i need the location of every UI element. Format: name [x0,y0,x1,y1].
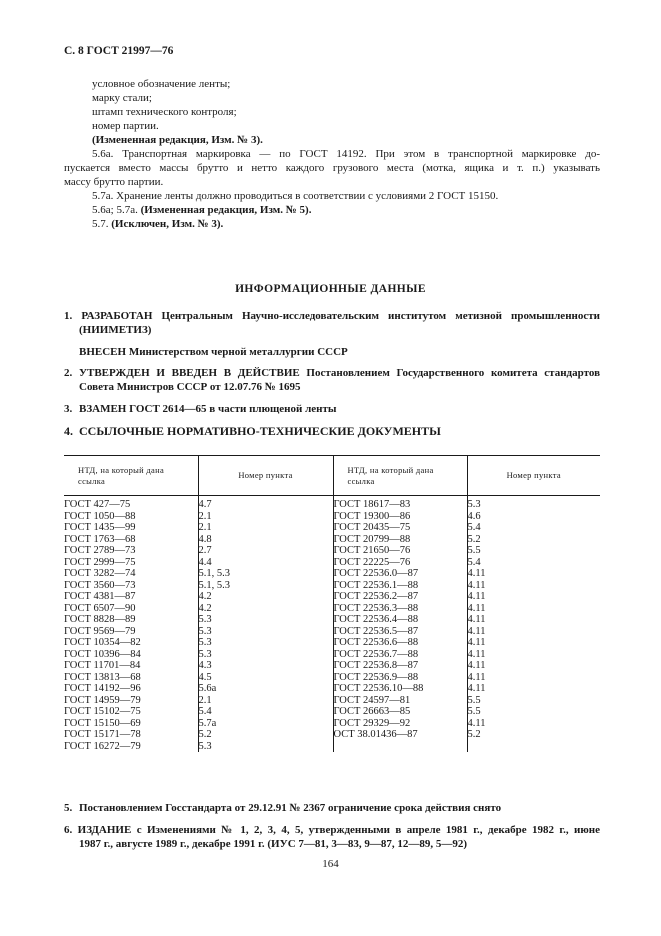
clause-cell: 4.11 [467,591,600,603]
header-line: ссылка [347,475,375,486]
table-row [64,603,600,615]
clause-5-6a-line: массу брутто партии. [64,176,164,188]
ntd-cell: ГОСТ 3560—73 [64,579,136,591]
page-number: 164 [322,858,339,870]
clause-cell: 5.2 [198,729,333,741]
item-text: ИЗДАНИЕ с Изменениями № 1, 2, 3, 4, 5, утвержденными в апреле 1981 г., декабре 1982 г., июне [77,824,600,836]
clause-cell: 4.6 [467,511,600,523]
info-item-6-cont: 1987 г., августе 1989 г., декабре 1991 г. (ИУС 7—81, 3—83, 9—87, 12—89, 5—92) [79,838,468,850]
ntd-cell: ГОСТ 22536.6—88 [333,637,467,649]
clause-cell: 4.3 [198,660,333,672]
item-text: ВЗАМЕН ГОСТ 2614—65 в части плющеной ленты [79,403,337,415]
ntd-cell: ГОСТ 10396—84 [64,648,141,660]
ntd-cell: ГОСТ 1435—99 [64,522,136,533]
ntd-cell: ГОСТ 15171—78 [64,729,141,740]
ntd-cell: ГОСТ 22536.0—87 [333,568,467,580]
clause-5-7a: 5.7а. Хранение ленты должно проводиться в соответствии с условиями 2 ГОСТ 15150. [92,190,499,202]
table-row [64,626,600,638]
ntd-cell: ГОСТ 2999—75 [64,556,136,568]
item-number: 1. [64,310,73,322]
table-row [64,522,600,534]
item-text: Постановлением Госстандарта от 29.12.91 № 2367 ограничение срока действия снято [79,802,502,814]
table-row [64,660,600,672]
ntd-cell: ГОСТ 3282—74 [64,568,136,579]
clause-cell: 5.3 [467,496,600,511]
clause-cell: 5.2 [467,729,600,741]
ntd-cell: ГОСТ 20435—75 [333,522,467,534]
item-text: УТВЕРЖДЕН И ВВЕДЕН В ДЕЙСТВИЕ Постановлением Государственного комитета стандартов [78,367,601,379]
clause-cell: 5.1, 5.3 [198,568,333,580]
clause-cell: 4.11 [467,718,600,730]
ntd-cell: ГОСТ 11701—84 [64,660,141,671]
clause-cell: 4.4 [198,557,333,569]
info-item-2 [64,366,600,380]
ntd-cell [333,741,467,753]
ntd-cell: ГОСТ 8828—89 [64,614,136,625]
clause-cell: 4.11 [467,580,600,592]
ntd-cell: ГОСТ 22536.3—88 [333,603,467,615]
clause-cell: 4.11 [467,672,600,684]
header-line: НТД, на который дана [78,464,165,475]
ntd-cell: ГОСТ 427—75 [64,499,131,510]
clause-cell: 5.7а [198,718,333,730]
clause-cell: 5.3 [198,741,333,753]
clause-cell: 2.1 [198,695,333,707]
clause-cell: 5.3 [198,637,333,649]
info-item-2-cont: Совета Министров СССР от 12.07.76 № 1695 [79,381,301,393]
table-row [64,568,600,580]
clause-cell: 4.11 [467,614,600,626]
ntd-cell: ГОСТ 2789—73 [64,545,136,556]
ntd-cell: ГОСТ 18617—83 [333,496,467,511]
clause-cell: 4.11 [467,568,600,580]
info-item-1 [64,309,600,323]
column-header-ntd [333,456,467,496]
ntd-cell: ГОСТ 9569—79 [64,625,136,637]
table-row [64,649,600,661]
ntd-cell: ГОСТ 15102—75 [64,706,141,717]
ntd-cell: ГОСТ 1050—88 [64,510,136,522]
header-line: ссылка [78,475,106,486]
clause-cell: 4.11 [467,660,600,672]
ntd-cell: ГОСТ 26663—85 [333,706,467,718]
column-header-ntd [64,456,198,496]
ntd-cell: ГОСТ 13813—68 [64,671,141,683]
header-line: НТД, на который дана [347,464,434,475]
column-header-clause: Номер пункта [467,456,600,496]
clause-cell: 2.1 [198,511,333,523]
info-vnesen: ВНЕСЕН Министерством черной металлургии СССР [79,346,348,358]
table-row [64,591,600,603]
clause-cell: 5.5 [467,706,600,718]
table-row [64,729,600,741]
column-header-clause: Номер пункта [198,456,333,496]
clause-cell: 4.8 [198,534,333,546]
clause-cell: 4.11 [467,637,600,649]
clause-cell: 5.4 [198,706,333,718]
clause-5-7 [92,217,223,231]
clause-lead: 5.7. [92,218,109,230]
table-row [64,545,600,557]
clause-cell: 4.11 [467,649,600,661]
ntd-cell: ГОСТ 14959—79 [64,694,141,706]
table-row [64,637,600,649]
ntd-cell: ГОСТ 22536.1—88 [333,580,467,592]
clause-cell: 5.4 [467,557,600,569]
clause-cell: 2.7 [198,545,333,557]
clause-cell: 4.11 [467,683,600,695]
ntd-cell: ГОСТ 22536.9—88 [333,672,467,684]
item-text: ССЫЛОЧНЫЕ НОРМАТИВНО-ТЕХНИЧЕСКИЕ ДОКУМЕНТЫ [79,424,441,438]
ntd-cell: ГОСТ 6507—90 [64,602,136,614]
item-number: 4. [64,424,73,438]
table-row [64,534,600,546]
clause-cell: 4.7 [198,496,333,511]
ntd-cell: ГОСТ 22536.5—87 [333,626,467,638]
clause-cell: 5.5 [467,545,600,557]
ntd-cell: ГОСТ 22536.2—87 [333,591,467,603]
clause-cell: 4.2 [198,603,333,615]
ntd-cell: ГОСТ 16272—79 [64,740,141,752]
ntd-cell: ГОСТ 20799—88 [333,534,467,546]
table-row [64,557,600,569]
item-number: 3. [64,403,73,415]
item-number: 2. [64,367,73,379]
info-item-4 [64,424,441,438]
ntd-cell: ГОСТ 15150—69 [64,717,141,729]
item-number: 6. [64,824,73,836]
clause-cell: 5.5 [467,695,600,707]
clause-cell: 5.3 [198,614,333,626]
clause-cell: 5.4 [467,522,600,534]
info-item-6 [64,823,600,837]
clause-cell: 2.1 [198,522,333,534]
info-item-5 [64,801,501,815]
table-row [64,614,600,626]
clause-cell: 4.11 [467,603,600,615]
ntd-cell: ГОСТ 14192—96 [64,683,141,694]
clause-cell: 4.5 [198,672,333,684]
ntd-cell: ГОСТ 21650—76 [333,545,467,557]
ntd-cell: ГОСТ 22536.10—88 [333,683,467,695]
table-row [64,695,600,707]
ntd-cell: ГОСТ 4381—87 [64,591,136,602]
ntd-cell: ГОСТ 19300—86 [333,511,467,523]
clause-cell: 5.3 [198,649,333,661]
ntd-cell: ГОСТ 22536.8—87 [333,660,467,672]
clause-5-6a-5-7a [92,203,311,217]
table-row [64,496,600,511]
clause-lead: 5.6а; 5.7а. [92,204,138,216]
ntd-cell: ГОСТ 24597—81 [333,695,467,707]
table-row [64,672,600,684]
ntd-cell: ГОСТ 22536.4—88 [333,614,467,626]
amendment-note: (Измененная редакция, Изм. № 3). [92,134,263,146]
page-header: С. 8 ГОСТ 21997—76 [64,45,174,57]
ntd-cell: ГОСТ 22536.7—88 [333,649,467,661]
marking-item: условное обозначение ленты; [92,78,231,90]
marking-item: штамп технического контроля; [92,106,237,118]
table-row [64,683,600,695]
amendment-note: (Исключен, Изм. № 3). [111,218,224,230]
references-table [64,455,600,752]
clause-cell: 4.11 [467,626,600,638]
marking-item: номер партии. [92,120,159,132]
clause-cell: 4.2 [198,591,333,603]
item-number: 5. [64,802,73,814]
amendment-note: (Измененная редакция, Изм. № 5). [140,204,312,216]
ntd-cell: ОСТ 38.01436—87 [333,729,467,741]
clause-5-6a-line: пускается вместо массы брутто и нетто каждого грузового места (мотка, ящика и т. п.) указывать [64,162,600,174]
info-item-1-cont: (НИИМЕТИЗ) [79,324,152,336]
table-row [64,718,600,730]
clause-cell: 5.3 [198,626,333,638]
table-row [64,580,600,592]
ntd-cell: ГОСТ 29329—92 [333,718,467,730]
table-row [64,741,600,753]
clause-cell [467,741,600,753]
marking-item: марку стали; [92,92,152,104]
item-text: РАЗРАБОТАН Центральным Научно-исследовательским институтом метизной промышленности [81,310,600,322]
clause-cell: 5.2 [467,534,600,546]
clause-cell: 5.1, 5.3 [198,580,333,592]
clause-5-6a-line: 5.6а. Транспортная маркировка — по ГОСТ 14192. При этом в транспортной маркировке до- [92,148,600,160]
table-row [64,511,600,523]
ntd-cell: ГОСТ 22225—76 [333,557,467,569]
clause-cell: 5.6а [198,683,333,695]
section-title: ИНФОРМАЦИОННЫЕ ДАННЫЕ [235,283,426,295]
ntd-cell: ГОСТ 10354—82 [64,637,141,648]
info-item-3 [64,402,336,416]
ntd-cell: ГОСТ 1763—68 [64,533,136,545]
table-header-row [64,456,600,496]
table-row [64,706,600,718]
